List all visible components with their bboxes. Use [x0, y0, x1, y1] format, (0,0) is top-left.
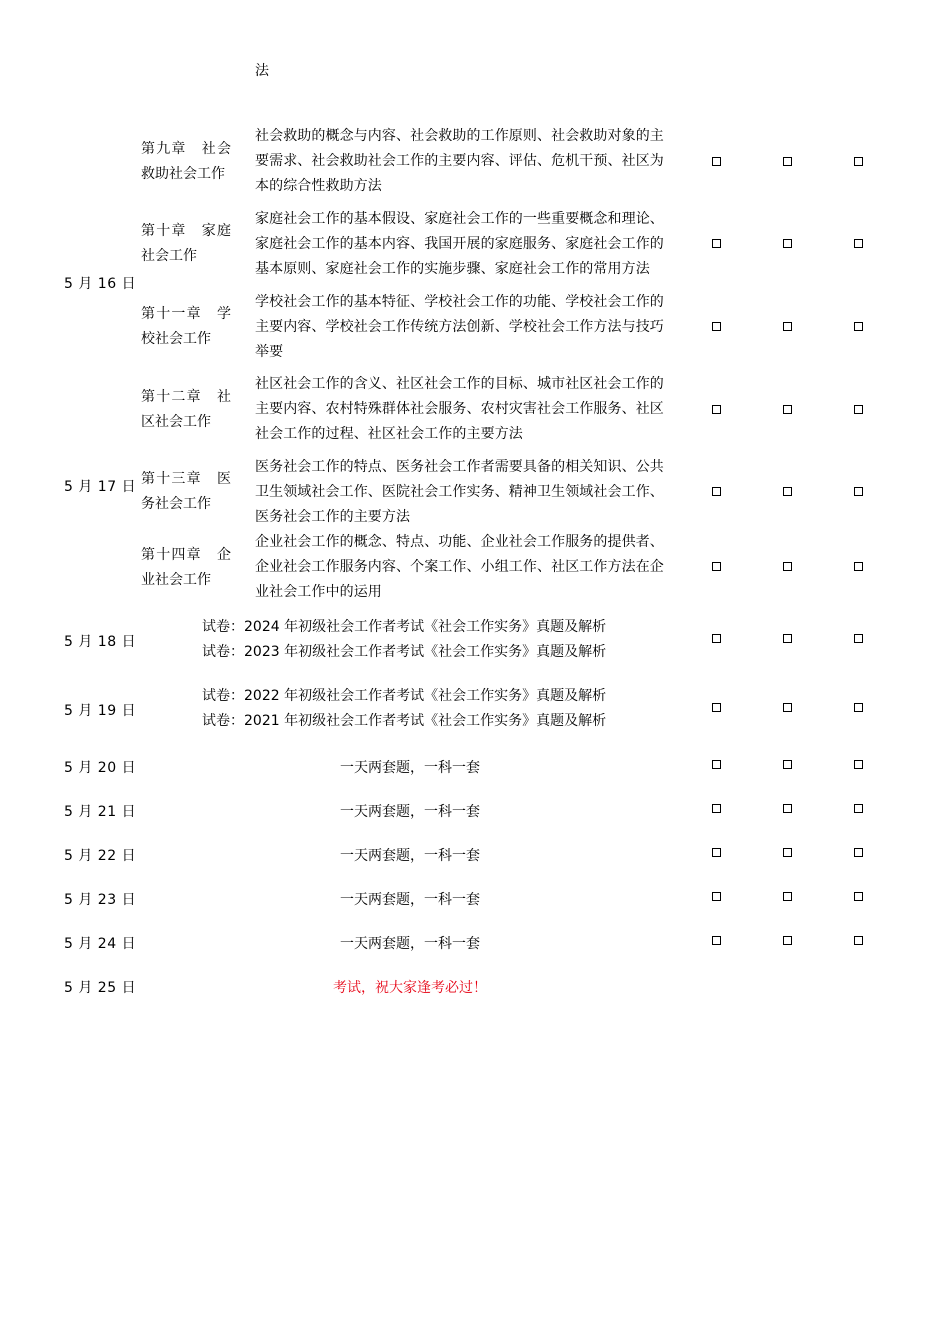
date-label: 5 月 20 日 — [64, 760, 137, 776]
chapter-title: 第九章 社会救助社会工作 — [141, 141, 231, 182]
checkbox[interactable] — [854, 936, 863, 945]
checkbox[interactable] — [712, 562, 721, 571]
checkbox[interactable] — [783, 760, 792, 769]
checkbox[interactable] — [854, 157, 863, 166]
checkbox[interactable] — [854, 760, 863, 769]
continuation-text: 法 — [255, 63, 269, 79]
daily-task: 一天两套题，一科一套 — [340, 804, 480, 820]
checkbox[interactable] — [712, 634, 721, 643]
date-label: 5 月 25 日 — [64, 980, 137, 996]
checkbox[interactable] — [712, 157, 721, 166]
chapter-content: 社区社会工作的含义、社区社会工作的目标、城市社区社会工作的主要内容、农村特殊群体社会服务、农村灾害社会工作服务、社区社会工作的过程、社区社会工作的主要方法 — [255, 376, 664, 442]
chapter-title: 第十章 家庭社会工作 — [141, 223, 231, 264]
chapter-title: 第十一章 学校社会工作 — [141, 306, 231, 347]
date-label: 5 月 18 日 — [64, 634, 137, 650]
paper-item: 试卷：2021 年初级社会工作者考试《社会工作实务》真题及解析 — [202, 713, 607, 729]
checkbox[interactable] — [783, 322, 792, 331]
chapter-content: 学校社会工作的基本特征、学校社会工作的功能、学校社会工作的主要内容、学校社会工作传统方法创新、学校社会工作方法与技巧举要 — [255, 294, 664, 360]
daily-task: 一天两套题，一科一套 — [340, 760, 480, 776]
checkbox[interactable] — [854, 562, 863, 571]
date-label: 5 月 23 日 — [64, 892, 137, 908]
date-label: 5 月 16 日 — [64, 276, 137, 292]
paper-item: 试卷：2024 年初级社会工作者考试《社会工作实务》真题及解析 — [202, 619, 607, 635]
checkbox[interactable] — [712, 848, 721, 857]
checkbox[interactable] — [783, 562, 792, 571]
checkbox[interactable] — [783, 405, 792, 414]
checkbox[interactable] — [783, 848, 792, 857]
checkbox[interactable] — [712, 405, 721, 414]
checkbox[interactable] — [854, 487, 863, 496]
chapter-content: 医务社会工作的特点、医务社会工作者需要具备的相关知识、公共卫生领域社会工作、医院社会工作实务、精神卫生领域社会工作、医务社会工作的主要方法 — [255, 459, 664, 525]
checkbox[interactable] — [854, 239, 863, 248]
checkbox[interactable] — [783, 157, 792, 166]
daily-task: 一天两套题，一科一套 — [340, 892, 480, 908]
checkbox[interactable] — [712, 892, 721, 901]
checkbox[interactable] — [712, 239, 721, 248]
checkbox[interactable] — [712, 703, 721, 712]
chapter-title: 第十四章 企业社会工作 — [141, 547, 231, 588]
checkbox[interactable] — [854, 634, 863, 643]
date-label: 5 月 22 日 — [64, 848, 137, 864]
chapter-title: 第十三章 医务社会工作 — [141, 471, 231, 512]
checkbox[interactable] — [712, 936, 721, 945]
chapter-content: 社会救助的概念与内容、社会救助的工作原则、社会救助对象的主要需求、社会救助社会工作的主要内容、评估、危机干预、社区为本的综合性救助方法 — [255, 128, 664, 194]
checkbox[interactable] — [854, 322, 863, 331]
chapter-content: 家庭社会工作的基本假设、家庭社会工作的一些重要概念和理论、家庭社会工作的基本内容、我国开展的家庭服务、家庭社会工作的基本原则、家庭社会工作的实施步骤、家庭社会工作的常用方法 — [255, 211, 664, 277]
checkbox[interactable] — [712, 760, 721, 769]
exam-note: 考试，祝大家逢考必过！ — [333, 980, 487, 996]
date-label: 5 月 24 日 — [64, 936, 137, 952]
checkbox[interactable] — [783, 703, 792, 712]
checkbox[interactable] — [712, 487, 721, 496]
checkbox[interactable] — [712, 804, 721, 813]
checkbox[interactable] — [854, 703, 863, 712]
date-label: 5 月 21 日 — [64, 804, 137, 820]
checkbox[interactable] — [854, 405, 863, 414]
checkbox[interactable] — [783, 804, 792, 813]
checkbox[interactable] — [783, 239, 792, 248]
daily-task: 一天两套题，一科一套 — [340, 936, 480, 952]
checkbox[interactable] — [854, 848, 863, 857]
checkbox[interactable] — [854, 892, 863, 901]
checkbox[interactable] — [854, 804, 863, 813]
paper-item: 试卷：2022 年初级社会工作者考试《社会工作实务》真题及解析 — [202, 688, 607, 704]
checkbox[interactable] — [783, 936, 792, 945]
date-label: 5 月 17 日 — [64, 479, 137, 495]
checkbox[interactable] — [712, 322, 721, 331]
checkbox[interactable] — [783, 892, 792, 901]
chapter-content: 企业社会工作的概念、特点、功能、企业社会工作服务的提供者、企业社会工作服务内容、个案工作、小组工作、社区工作方法在企业社会工作中的运用 — [255, 534, 664, 600]
checkbox[interactable] — [783, 634, 792, 643]
checkbox[interactable] — [783, 487, 792, 496]
daily-task: 一天两套题，一科一套 — [340, 848, 480, 864]
chapter-title: 第十二章 社区社会工作 — [141, 389, 231, 430]
date-label: 5 月 19 日 — [64, 703, 137, 719]
paper-item: 试卷：2023 年初级社会工作者考试《社会工作实务》真题及解析 — [202, 644, 607, 660]
